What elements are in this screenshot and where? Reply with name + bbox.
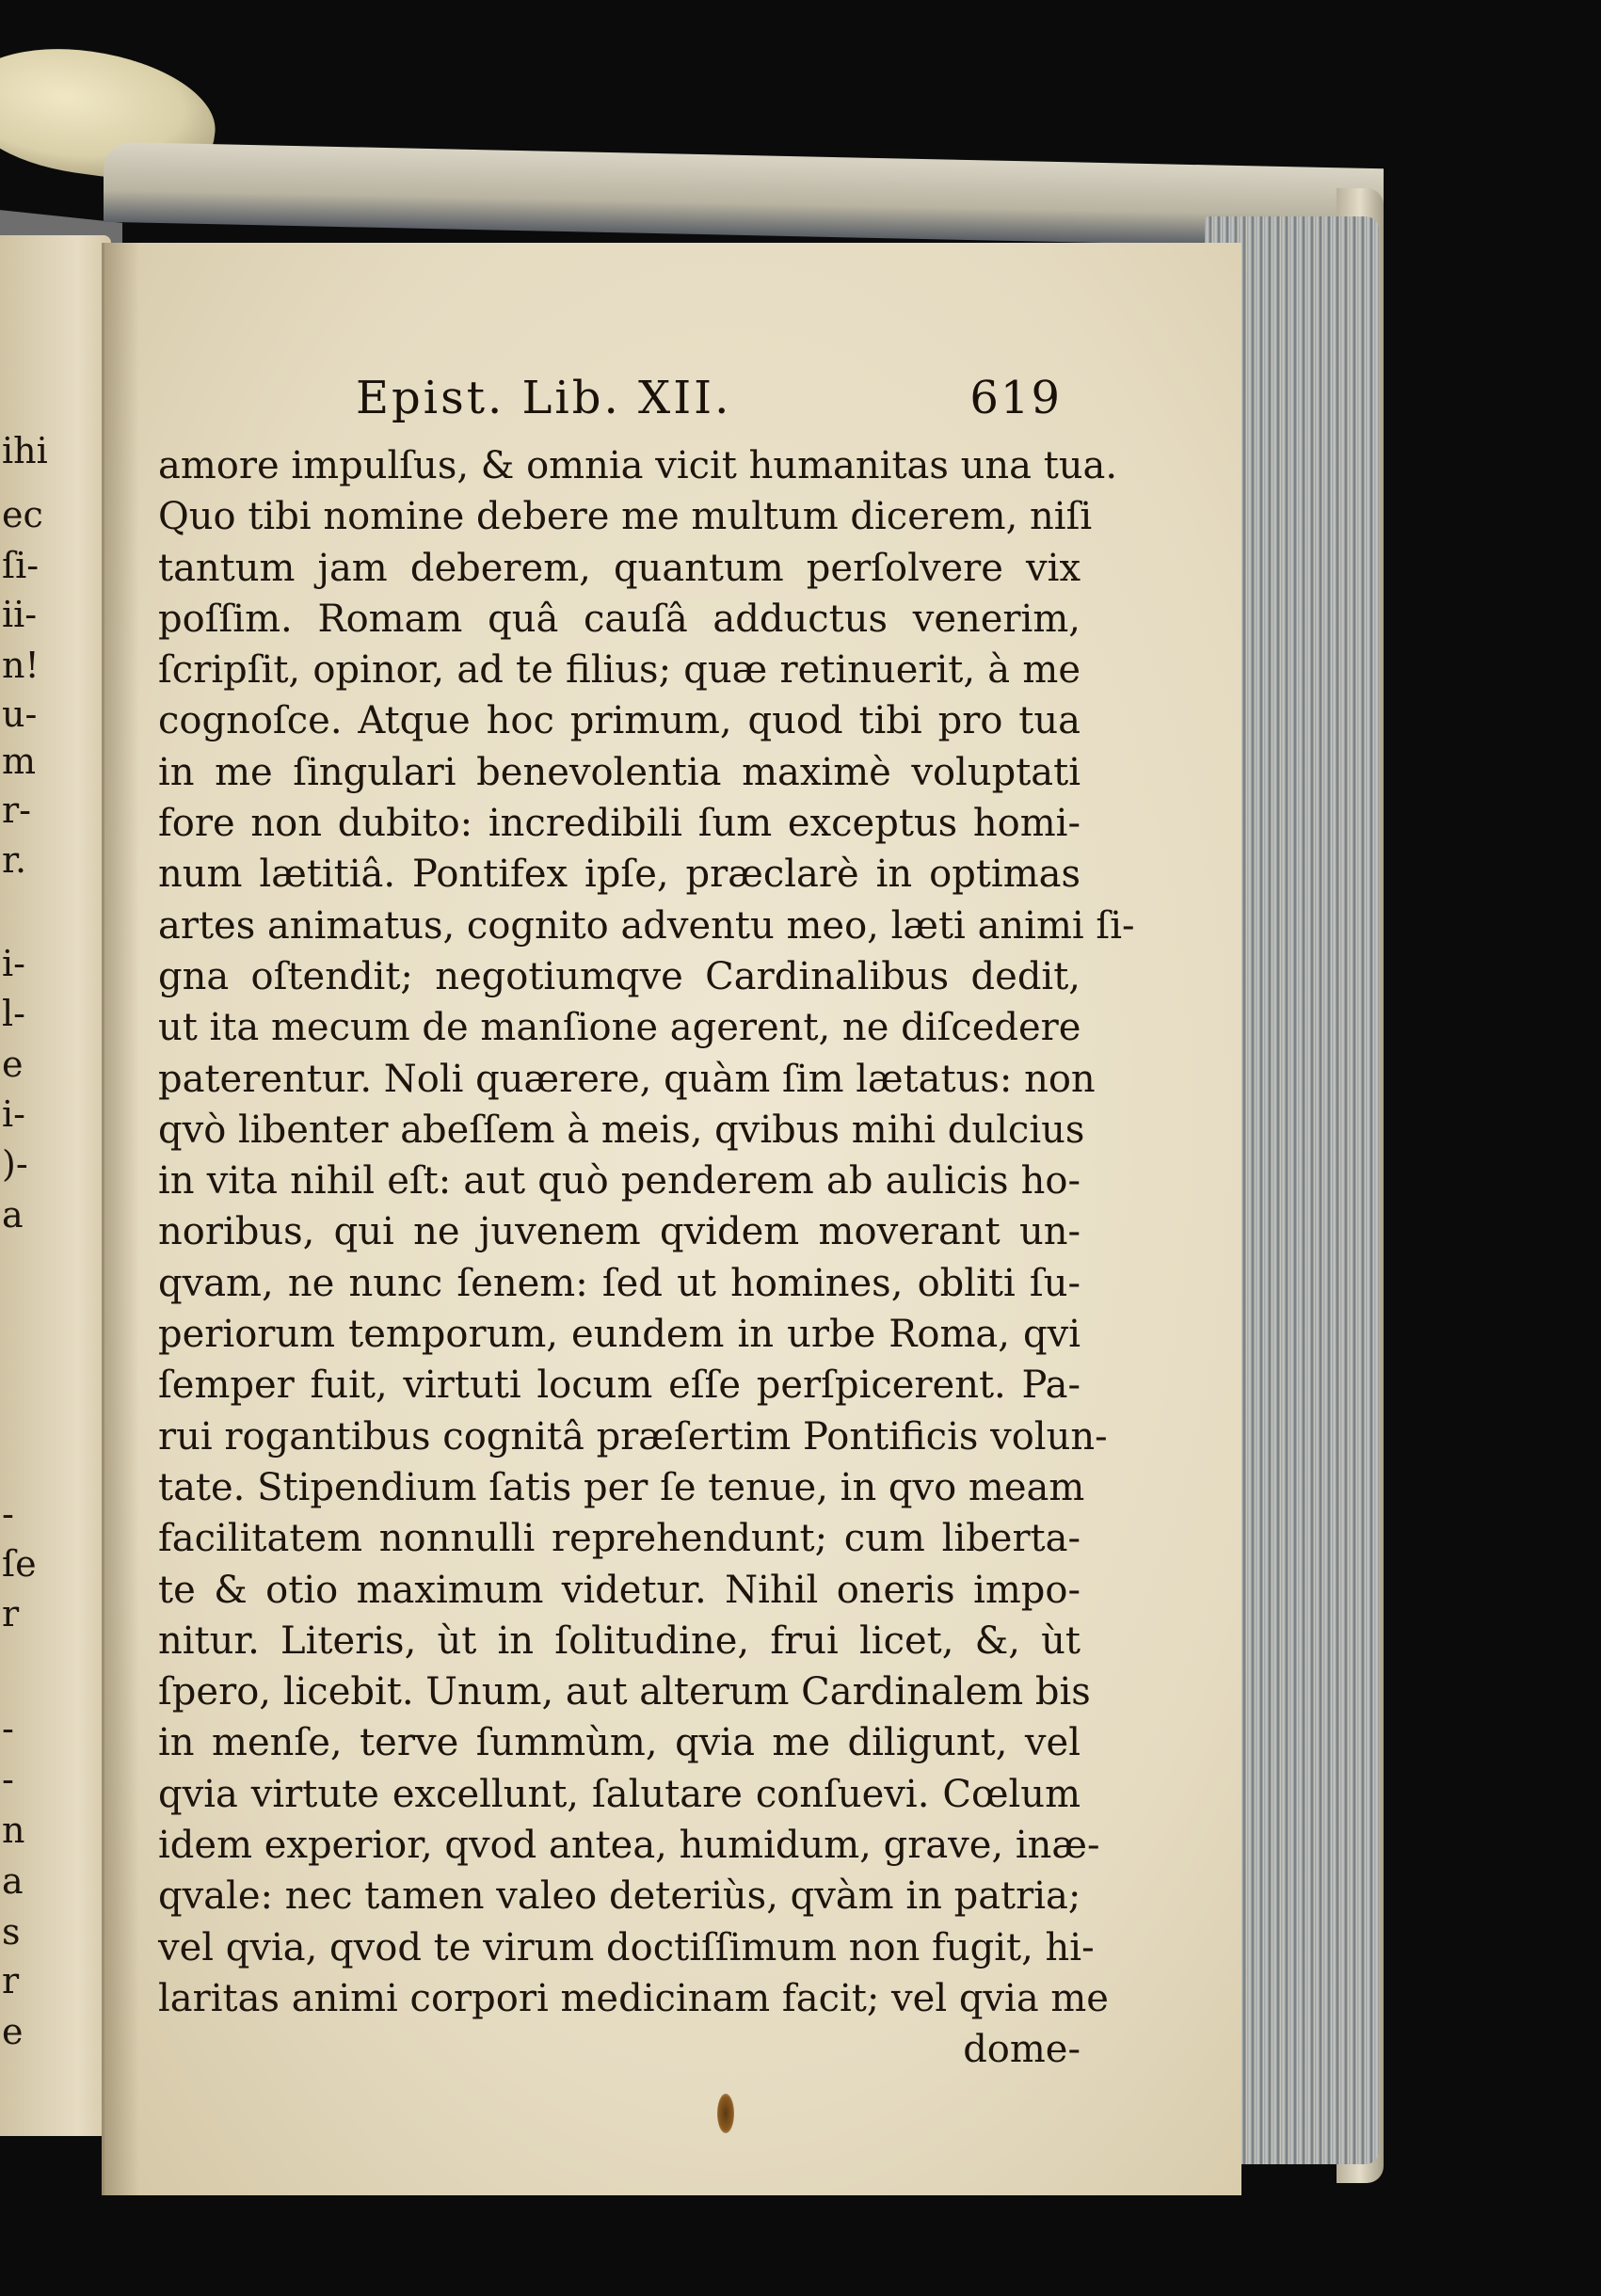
left-fragment: - — [2, 1759, 14, 1800]
left-fragment: )- — [2, 1143, 28, 1185]
text-line: ſemper fuit, virtuti locum eſſe perſpicerent. Pa- — [158, 1363, 1081, 1408]
text-line: paterentur. Noli quærere, quàm ſim lætatus: non — [158, 1057, 1096, 1101]
running-head-title: Epist. Lib. XII. — [356, 372, 732, 424]
left-fragment: n — [2, 1810, 25, 1851]
text-line: cognoſce. Atque hoc primum, quod tibi pro tua — [158, 699, 1081, 743]
text-line: in menſe, terve ſummùm, qvia me diligunt, vel — [158, 1721, 1081, 1765]
left-fragment: e — [2, 2011, 24, 2052]
catchword: dome- — [963, 2028, 1081, 2072]
text-line: tantum jam deberem, quantum perſolvere vix — [158, 546, 1081, 590]
text-line: qvam, ne nunc ſenem: ſed ut homines, obliti ſu- — [158, 1261, 1081, 1305]
left-fragment: a — [2, 1860, 24, 1902]
left-fragment: - — [2, 1493, 14, 1535]
text-line: poſſim. Romam quâ cauſâ adductus venerim, — [158, 597, 1081, 641]
text-line: qvò libenter abeſſem à meis, qvibus mihi dulcius — [158, 1108, 1085, 1152]
left-fragment: s — [2, 1911, 21, 1953]
left-fragment: - — [2, 1708, 14, 1749]
text-line: te & otio maximum videtur. Nihil oneris impo- — [158, 1568, 1081, 1612]
text-line: nitur. Literis, ùt in ſolitudine, frui licet, &, ùt — [158, 1618, 1081, 1663]
previous-page — [0, 235, 111, 2136]
book-top-edge — [104, 142, 1384, 248]
body-text — [158, 440, 1135, 2076]
left-fragment: r — [2, 1593, 20, 1634]
left-fragment: a — [2, 1194, 24, 1236]
text-line: amore impulſus, & omnia vicit humanitas una tua. — [158, 444, 1118, 487]
left-fragment: i- — [2, 943, 25, 984]
text-line: gna oſtendit; negotiumqve Cardinalibus dedit, — [158, 954, 1081, 998]
ink-stain — [717, 2094, 734, 2133]
running-head — [356, 372, 1071, 428]
left-fragment: r. — [2, 839, 27, 881]
left-fragment: ſe — [2, 1543, 37, 1585]
left-fragment: e — [2, 1044, 24, 1085]
left-fragment: r — [2, 1960, 20, 2001]
text-line: facilitatem nonnulli reprehendunt; cum liberta- — [158, 1517, 1081, 1561]
text-line: rui rogantibus cognitâ præſertim Pontificis volun- — [158, 1414, 1108, 1459]
text-line: laritas animi corpori medicinam facit; vel qvia me — [158, 1976, 1109, 2020]
text-line: artes animatus, cognito adventu meo, læti animi ſi- — [158, 903, 1135, 948]
text-line: tate. Stipendium ſatis per ſe tenue, in qvo meam — [158, 1465, 1085, 1509]
left-fragment: r- — [2, 789, 32, 831]
left-fragment: m — [2, 741, 37, 782]
text-line: ut ita mecum de manſione agerent, ne diſcedere — [158, 1006, 1081, 1050]
left-fragment: ihi — [2, 430, 48, 471]
gutter-shadow — [102, 243, 139, 2195]
text-line: in me ſingulari benevolentia maximè voluptati — [158, 750, 1081, 794]
left-fragment: l- — [2, 993, 25, 1034]
left-fragment: u- — [2, 694, 38, 735]
text-line: in vita nihil eſt: aut quò penderem ab aulicis ho- — [158, 1159, 1081, 1204]
text-line: vel qvia, qvod te virum doctiſſimum non fugit, hi- — [158, 1925, 1095, 1969]
text-line: ſcripſit, opinor, ad te filius; quæ retinuerit, à me — [158, 648, 1081, 693]
text-line: ſpero, licebit. Unum, aut alterum Cardinalem bis — [158, 1670, 1091, 1714]
text-line: fore non dubito: incredibili ſum exceptus homi- — [158, 802, 1081, 846]
text-line: num lætitiâ. Pontifex ipſe, præclarè in optimas — [158, 853, 1081, 897]
text-line: periorum temporum, eundem in urbe Roma, qvi — [158, 1313, 1081, 1357]
left-fragment: i- — [2, 1093, 25, 1135]
text-line: qvale: nec tamen valeo deteriùs, qvàm in patria; — [158, 1874, 1081, 1919]
text-line: idem experior, qvod antea, humidum, grave, inæ- — [158, 1824, 1100, 1868]
left-fragment: ec — [2, 494, 43, 535]
text-line: qvia virtute excellunt, ſalutare conſuevi. Cœlum — [158, 1772, 1081, 1816]
text-line: Quo tibi nomine debere me multum dicerem, niſi — [158, 495, 1093, 539]
left-fragment: n! — [2, 645, 40, 686]
page-number: 619 — [969, 372, 1062, 424]
left-fragment: ii- — [2, 594, 38, 635]
left-fragment: ſi- — [2, 545, 40, 586]
text-line: noribus, qui ne juvenem qvidem moverant un- — [158, 1210, 1081, 1254]
